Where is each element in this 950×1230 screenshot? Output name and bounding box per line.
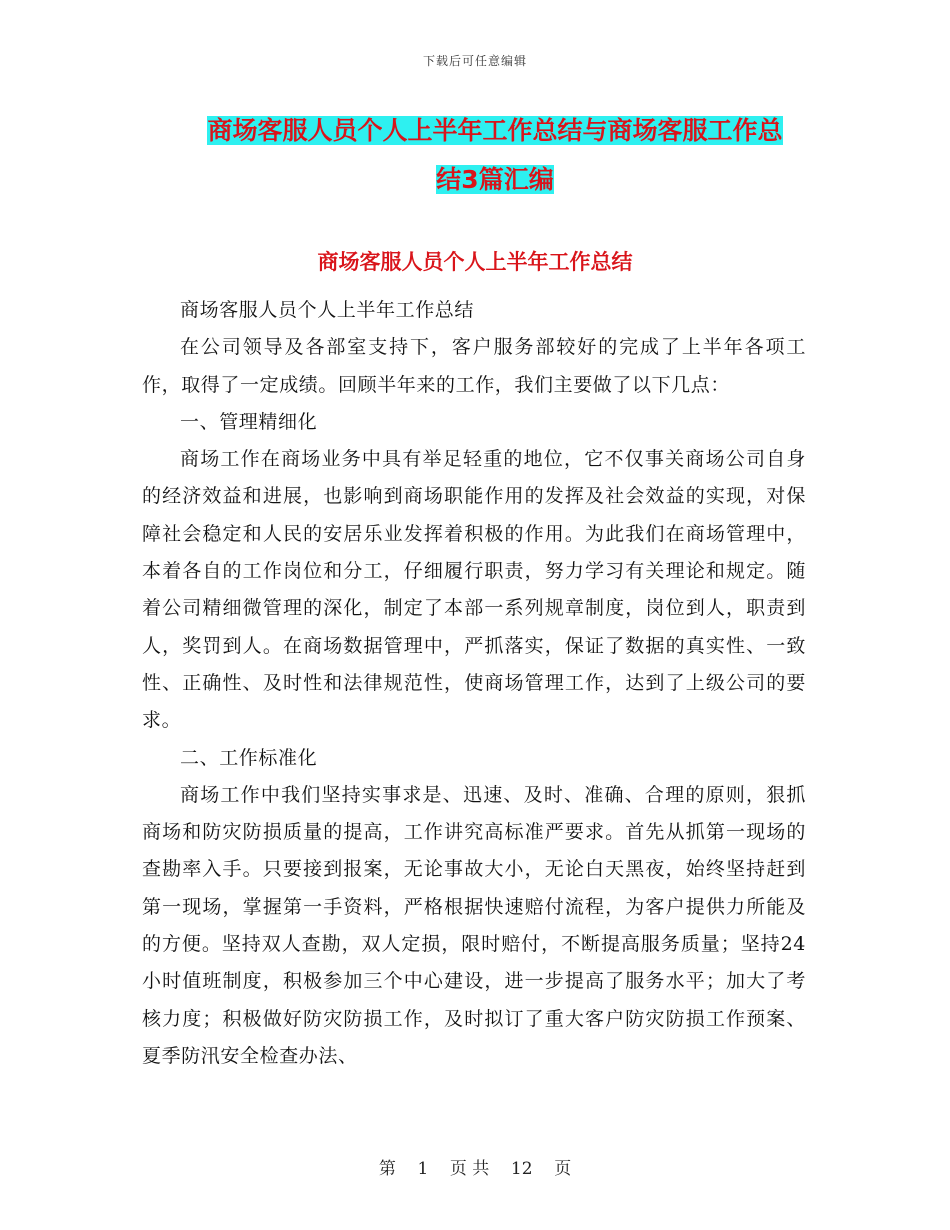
footer-total-pages: 12 — [510, 1159, 533, 1179]
paragraph-subtitle: 商场客服人员个人上半年工作总结 — [180, 299, 475, 321]
document-title-line-1: 商场客服人员个人上半年工作总结与商场客服工作总 — [207, 116, 783, 145]
footer-suffix: 页 — [554, 1159, 572, 1179]
document-title-line-2: 结3篇汇编 — [436, 165, 554, 194]
paragraph-standardization: 商场工作中我们坚持实事求是、迅速、及时、准确、合理的原则，狠抓商场和防灾防损质量的提高，工作讲究高标准严要求。首先从抓第一现场的查勘率入手。只要接到报案，无论事故大小，无论白天黑夜，始终坚持赶到第一现场，掌握第一手资料，严格根据快速赔付流程，为客户提供力所能及的方便。坚持双人查勘，双人定损，限时赔付，不断提高服务质量；坚持24小时值班制度，积极参加三个中心建设，进一步提高了服务水平；加大了考核力度；积极做好防灾防损工作，及时拟订了重大客户防灾防损工作预案、夏季防汛安全检查办法、 — [142, 783, 806, 1067]
paragraph-intro: 在公司领导及各部室支持下，客户服务部较好的完成了上半年各项工作，取得了一定成绩。回顾半年来的工作，我们主要做了以下几点： — [142, 336, 806, 396]
paragraph-management: 商场工作在商场业务中具有举足轻重的地位，它不仅事关商场公司自身的经济效益和进展，也影响到商场职能作用的发挥及社会效益的实现，对保障社会稳定和人民的安居乐业发挥着积极的作用。为此我们在商场管理中，本着各自的工作岗位和分工，仔细履行职责，努力学习有关理论和规定。随着公司精细微管理的深化，制定了本部一系列规章制度，岗位到人，职责到人，奖罚到人。在商场数据管理中，严抓落实，保证了数据的真实性、一致性、正确性、及时性和法律规范性，使商场管理工作，达到了上级公司的要求。 — [142, 448, 806, 732]
header-note: 下载后可任意编辑 — [422, 54, 527, 68]
section-title: 商场客服人员个人上半年工作总结 — [317, 250, 633, 274]
heading-standardization: 二、工作标准化 — [180, 746, 318, 769]
footer-mid: 页 共 — [449, 1159, 490, 1179]
heading-management: 一、管理精细化 — [180, 410, 318, 433]
document-title — [145, 106, 845, 204]
document-body — [142, 292, 806, 1075]
footer-prefix: 第 — [378, 1159, 396, 1179]
page-footer — [0, 1154, 950, 1179]
footer-page-number: 1 — [417, 1159, 429, 1179]
